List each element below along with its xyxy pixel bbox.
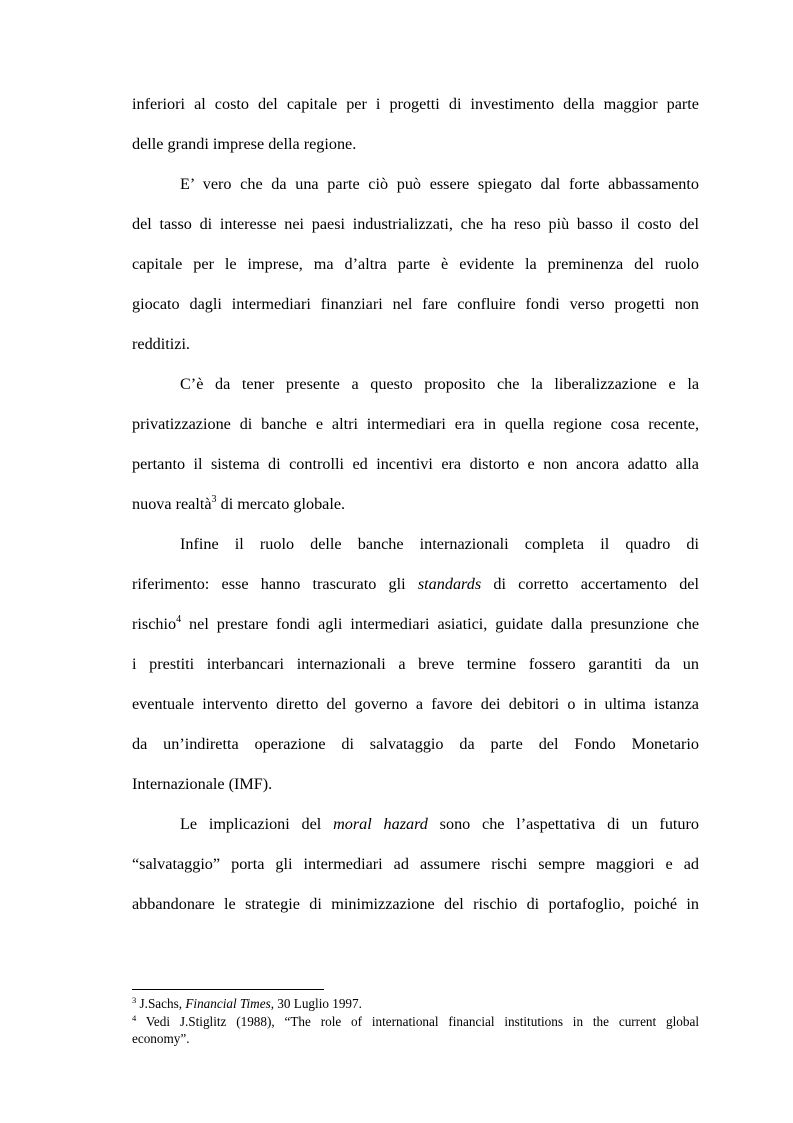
text-fragment: Le implicazioni del	[180, 815, 334, 833]
footnote-4-line-1	[132, 1013, 699, 1030]
paragraph-2-line-5: redditizi.	[132, 335, 190, 353]
paragraph-5-line-1	[132, 812, 699, 836]
footnote-ref-3: 3	[211, 494, 217, 505]
text-fragment: di corretto accertamento del	[481, 575, 699, 593]
paragraph-4-line-2	[132, 572, 699, 596]
paragraph-5-line-3: abbandonare le strategie di minimizzazione del rischio di portafoglio, poiché in	[132, 895, 699, 913]
emphasis-standards: standards	[417, 575, 482, 593]
paragraph-4-line-1: Infine il ruolo delle banche internazionali completa il quadro di	[180, 535, 699, 553]
text-fragment: , 30 Luglio 1997.	[270, 996, 362, 1011]
footnote-4-line-2: economy”.	[132, 1031, 190, 1046]
paragraph-2-line-2: del tasso di interesse nei paesi industrializzati, che ha reso più basso il costo del	[132, 215, 699, 233]
paragraph-3-line-1: C’è da tener presente a questo proposito che la liberalizzazione e la	[180, 375, 699, 393]
paragraph-4-line-3	[132, 612, 699, 636]
text-fragment: nel prestare fondi agli intermediari asiatici, guidate dalla presunzione che	[181, 615, 699, 633]
paragraph-4-line-7: Internazionale (IMF).	[132, 775, 273, 793]
paragraph-2-line-1: E’ vero che da una parte ciò può essere spiegato dal forte abbassamento	[180, 175, 699, 193]
text-fragment: di mercato globale.	[216, 495, 346, 513]
text-fragment: riferimento: esse hanno trascurato gli	[132, 575, 418, 593]
paragraph-4-line-6: da un’indiretta operazione di salvataggio da parte del Fondo Monetario	[132, 735, 699, 753]
footnote-number: 3	[132, 995, 137, 1005]
paragraph-3-line-3: pertanto il sistema di controlli ed incentivi era distorto e non ancora adatto alla	[132, 455, 699, 473]
text-fragment: J.Sachs,	[136, 996, 186, 1011]
text-fragment: Vedi J.Stiglitz (1988), “The role of international financial institutions in the current global	[136, 1014, 699, 1029]
footnote-separator	[132, 989, 324, 990]
footnote-number: 4	[132, 1013, 137, 1023]
paragraph-5-line-2: “salvataggio” porta gli intermediari ad assumere rischi sempre maggiori e ad	[132, 855, 699, 873]
paragraph-1-line-2: delle grandi imprese della regione.	[132, 135, 357, 153]
paragraph-2-line-4: giocato dagli intermediari finanziari nel fare confluire fondi verso progetti non	[132, 295, 699, 313]
paragraph-2-line-3: capitale per le imprese, ma d’altra parte è evidente la preminenza del ruolo	[132, 255, 699, 273]
footnote-ref-4: 4	[176, 614, 182, 625]
paragraph-1-line-1: inferiori al costo del capitale per i progetti di investimento della maggior parte	[132, 95, 699, 113]
text-fragment: nuova realtà	[132, 495, 212, 513]
paragraph-4-line-5: eventuale intervento diretto del governo a favore dei debitori o in ultima istanza	[132, 695, 699, 713]
text-fragment: sono che l’aspettativa di un futuro	[427, 815, 699, 833]
emphasis-financial-times: Financial Times	[185, 996, 271, 1011]
paragraph-3-line-4	[132, 492, 699, 516]
paragraph-3-line-2: privatizzazione di banche e altri intermediari era in quella regione cosa recente,	[132, 415, 699, 433]
paragraph-4-line-4: i prestiti interbancari internazionali a breve termine fossero garantiti da un	[132, 655, 699, 673]
text-fragment: rischio	[132, 615, 177, 633]
emphasis-moral-hazard: moral hazard	[333, 815, 428, 833]
footnote-3	[132, 995, 699, 1012]
